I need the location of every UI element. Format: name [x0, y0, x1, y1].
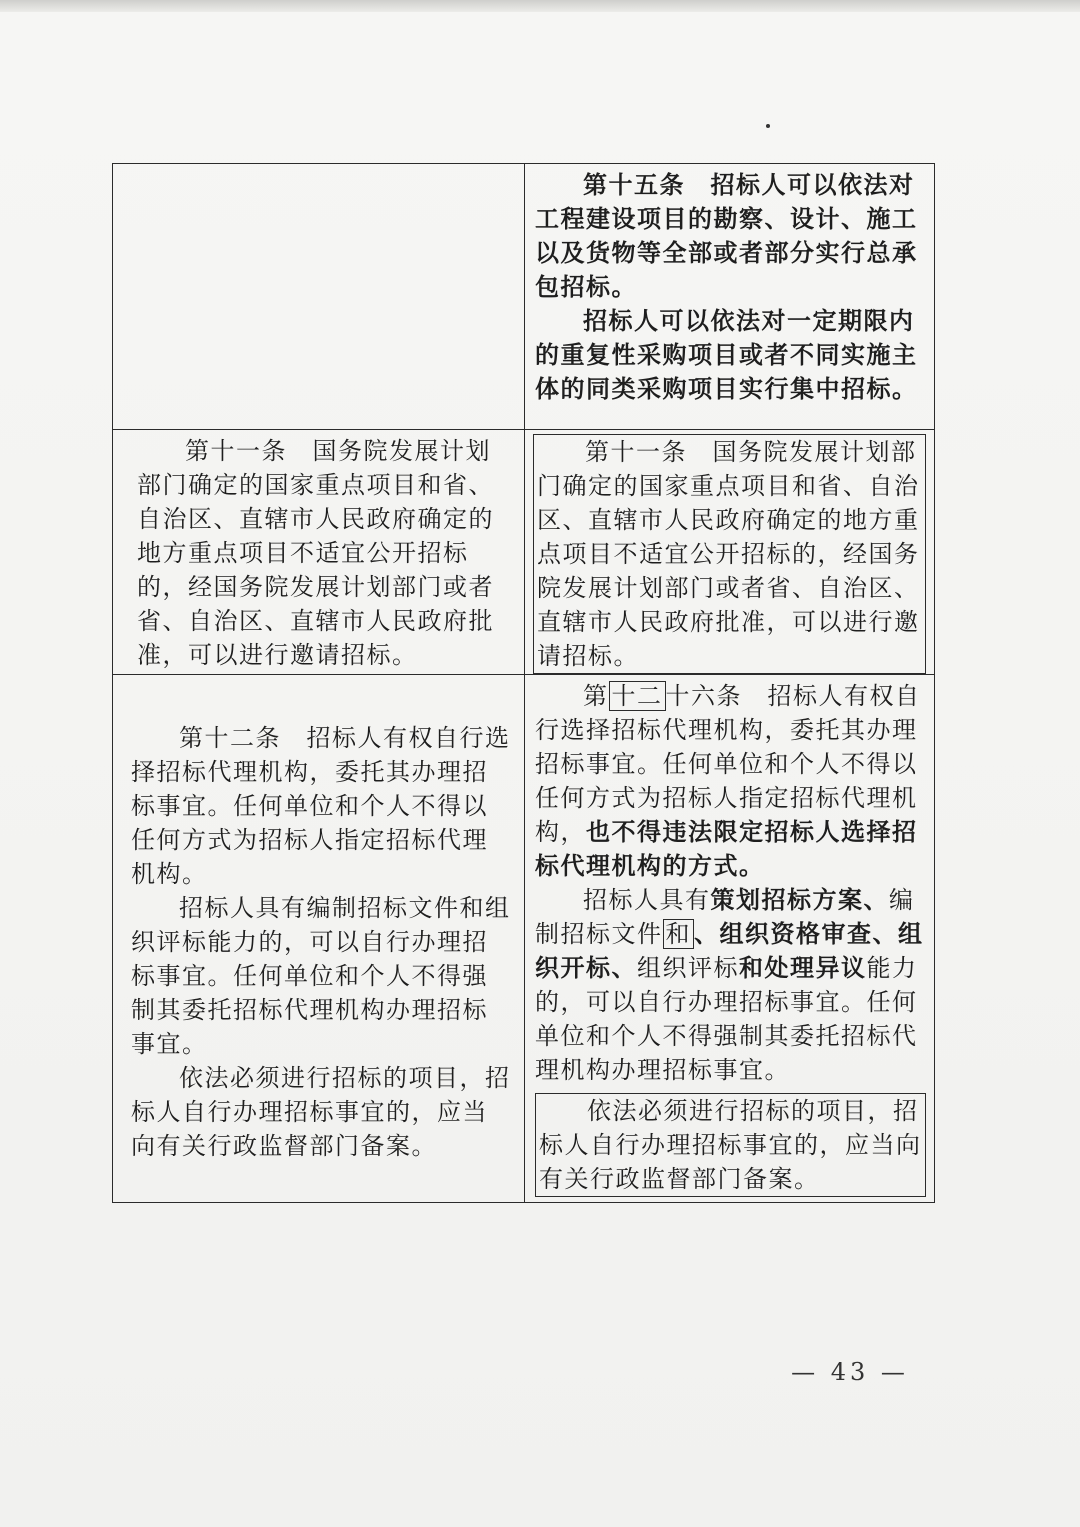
added-text: 策划招标方案、	[710, 885, 889, 914]
row1-left-cell	[113, 164, 525, 430]
scan-speck	[766, 124, 770, 128]
table-row	[113, 675, 935, 1203]
article-12-para2: 招标人具有编制招标文件和组织评标能力的，可以自行办理招标事宜。任何单位和个人不得强制其委托招标代理机构办理招标事宜。	[131, 894, 511, 1058]
table-row	[113, 430, 935, 675]
article-16-para3-deleted: 依法必须进行招标的项目，招标人自行办理招标事宜的，应当向有关行政监督部门备案。	[535, 1093, 926, 1197]
deleted-word-box: 和	[663, 919, 695, 949]
article-15-para1: 第十五条 招标人可以依法对工程建设项目的勘察、设计、施工以及货物等全部或者部分实行总承包招标。	[535, 170, 918, 301]
row2-right-cell	[525, 430, 935, 675]
article-16-para1: 第 十二 十六条 招标人有权自行选择招标代理机构，委托其办理招标事宜。任何单位和个人不得以任何方式为招标人指定招标代理机构，也不得违法限定招标人选择招标代理机构的方式。	[535, 682, 921, 880]
added-text: 、组织资格审查、组织开标、	[535, 919, 924, 982]
article-12-para3: 依法必须进行招标的项目，招标人自行办理招标事宜的，应当向有关行政监督部门备案。	[131, 1064, 511, 1160]
added-text: 和处理异议	[739, 953, 867, 982]
page-number: — 43 —	[791, 1358, 909, 1386]
article-16-para2: 招标人具有策划招标方案、编制招标文件 和 、组织资格审查、组织开标、组织评标和处理异议能力的，可以自行办理招标事宜。任何单位和个人不得强制其委托招标代理机构办理招标事宜。	[535, 885, 924, 1084]
article-11-old: 第十一条 国务院发展计划部门确定的国家重点项目和省、自治区、直辖市人民政府确定的地方重点项目不适宜公开招标的，经国务院发展计划部门或者省、自治区、直辖市人民政府批准，可以进行邀请招标。	[137, 437, 494, 669]
article-12-para1: 第十二条 招标人有权自行选择招标代理机构，委托其办理招标事宜。任何单位和个人不得以任何方式为招标人指定招标代理机构。	[131, 724, 511, 888]
added-text: 也不得违法限定招标人选择招标代理机构的方式。	[535, 817, 918, 880]
article-11-new-deleted: 第十一条 国务院发展计划部门确定的国家重点项目和省、自治区、直辖市人民政府确定的地方重点项目不适宜公开招标的，经国务院发展计划部门或者省、自治区、直辖市人民政府批准，可以进行邀请招标。	[533, 434, 926, 674]
comparison-table	[112, 163, 935, 1203]
deleted-number-box: 十二	[609, 681, 666, 711]
row3-left-cell	[113, 675, 525, 1203]
row3-right-cell	[525, 675, 935, 1203]
table-row	[113, 164, 935, 430]
scan-edge	[0, 0, 1080, 12]
row1-right-cell	[525, 164, 935, 430]
article-15-para2: 招标人可以依法对一定期限内的重复性采购项目或者不同实施主体的同类采购项目实行集中招标。	[535, 306, 918, 403]
row2-left-cell	[113, 430, 525, 675]
